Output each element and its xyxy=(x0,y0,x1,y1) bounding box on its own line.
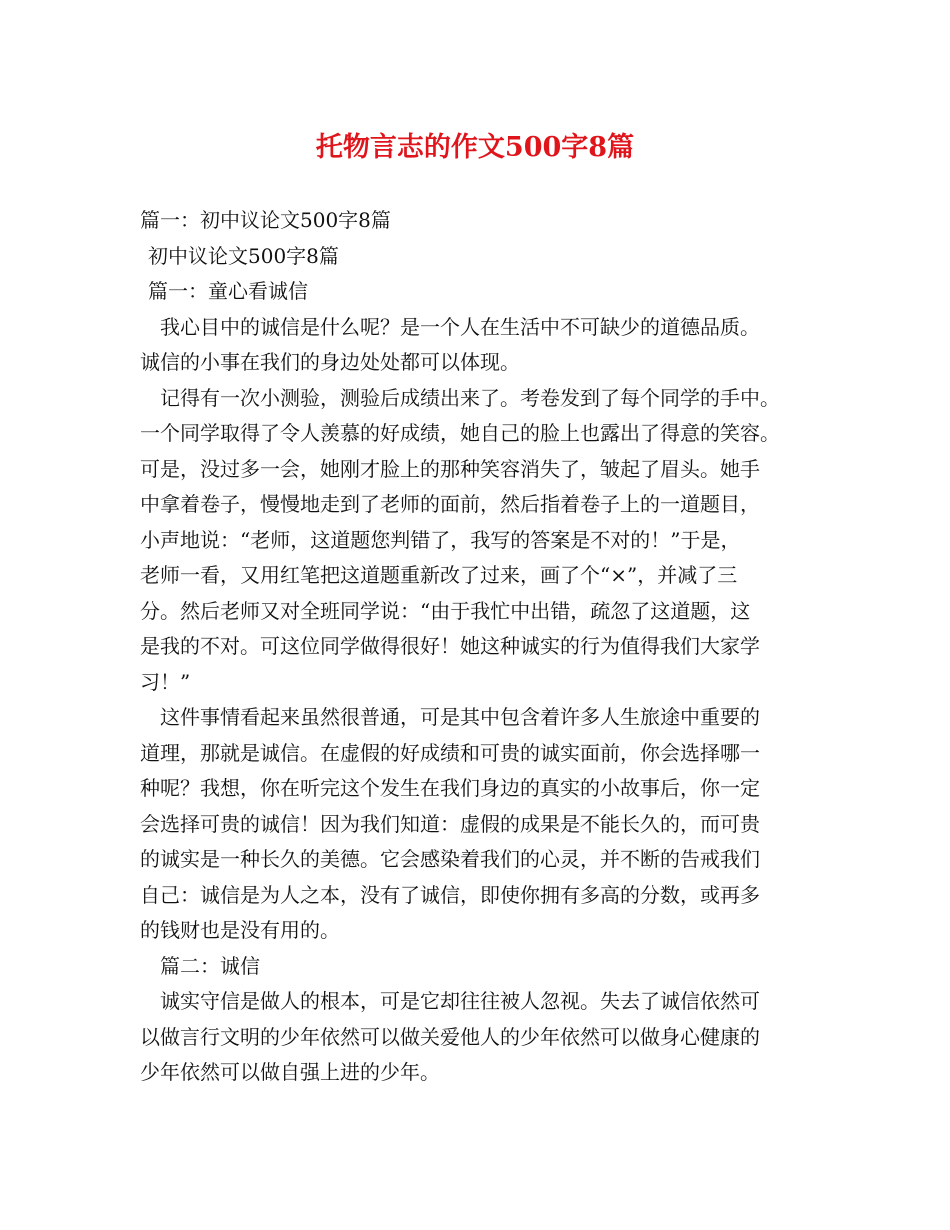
text-line: 这件事情看起来虽然很普通，可是其中包含着许多人生旅途中重要的 xyxy=(160,705,760,729)
text-line: 种呢？我想，你在听完这个发生在我们身边的真实的小故事后，你一定 xyxy=(140,776,760,800)
text-line: 道理，那就是诚信。在虚假的好成绩和可贵的诚实面前，你会选择哪一 xyxy=(140,740,760,765)
text-line: 老师一看，又用红笔把这道题重新改了过来，画了个“×”，并减了三 xyxy=(140,563,738,587)
text-line: 一个同学取得了令人羡慕的好成绩，她自己的脸上也露出了得意的笑容。 xyxy=(140,421,780,445)
text-line: 会选择可贵的诚信！因为我们知道：虚假的成果是不能长久的，而可贵 xyxy=(140,811,760,836)
text-line: 少年依然可以做自强上进的少年。 xyxy=(140,1060,440,1084)
text-line: 的钱财也是没有用的。 xyxy=(140,918,340,942)
text-line: 小声地说：“老师，这道题您判错了，我写的答案是不对的！”于是， xyxy=(140,527,741,552)
text-line: 的诚实是一种长久的美德。它会感染着我们的心灵，并不断的告戒我们 xyxy=(140,847,760,871)
text-line: 诚实守信是做人的根本，可是它却往往被人忽视。失去了诚信依然可 xyxy=(160,989,760,1013)
text-line: 篇二：诚信 xyxy=(160,953,260,978)
document-title: 托物言志的作文500字8篇 xyxy=(315,132,635,163)
text-line: 我心目中的诚信是什么呢？是一个人在生活中不可缺少的道德品质。 xyxy=(160,314,760,339)
text-line: 初中议论文500字8篇 xyxy=(148,243,339,268)
text-line: 篇一：童心看诚信 xyxy=(148,279,308,303)
text-line: 习！” xyxy=(140,669,191,694)
text-line: 分。然后老师又对全班同学说：“由于我忙中出错，疏忽了这道题，这 xyxy=(140,598,751,623)
text-line: 自己：诚信是为人之本，没有了诚信，即使你拥有多高的分数，或再多 xyxy=(140,882,760,907)
text-line: 是我的不对。可这位同学做得很好！她这种诚实的行为值得我们大家学 xyxy=(140,634,760,658)
document-body xyxy=(140,203,830,1091)
text-line: 以做言行文明的少年依然可以做关爱他人的少年依然可以做身心健康的 xyxy=(140,1024,760,1049)
text-line: 可是，没过多一会，她刚才脸上的那种笑容消失了，皱起了眉头。她手 xyxy=(140,456,760,481)
text-line: 诚信的小事在我们的身边处处都可以体现。 xyxy=(140,350,520,374)
text-line: 记得有一次小测验，测验后成绩出来了。考卷发到了每个同学的手中。 xyxy=(160,385,780,410)
text-line: 篇一：初中议论文500字8篇 xyxy=(140,208,391,232)
text-line: 中拿着卷子，慢慢地走到了老师的面前，然后指着卷子上的一道题目， xyxy=(140,492,760,516)
